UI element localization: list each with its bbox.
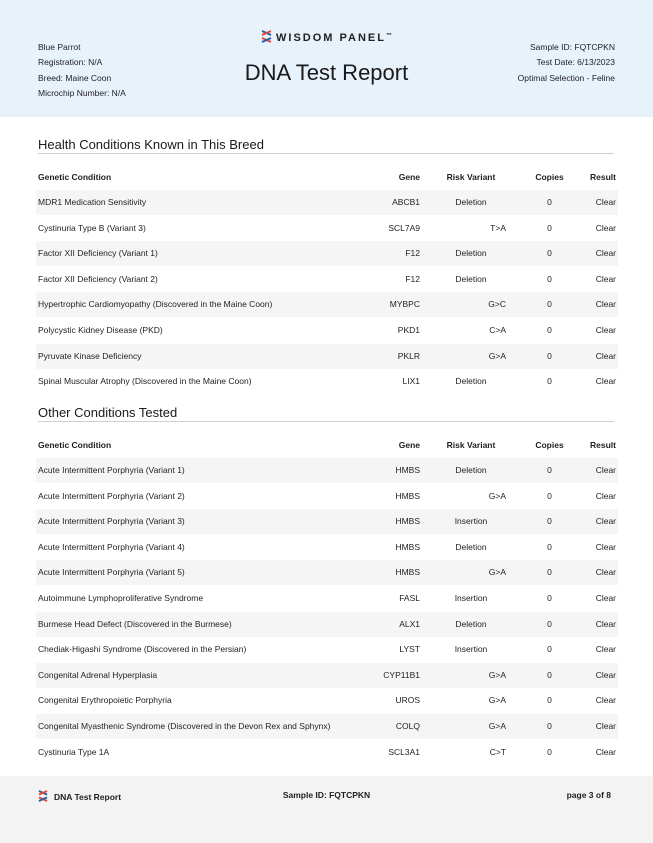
column-header-result: Result [590,440,616,450]
copies-cell: 0 [547,567,552,578]
registration: Registration: N/A [38,57,103,68]
pet-name: Blue Parrot [38,42,81,52]
table-row [36,560,618,585]
column-header-gene: Gene [398,172,420,182]
table-row [36,714,618,739]
risk-variant-cell: Deletion [455,197,487,207]
gene-cell: HMBS [395,541,420,552]
copies-cell: 0 [547,644,552,655]
result-cell: Clear [595,465,616,475]
microchip-number: Microchip Number: N/A [38,87,126,98]
copies-cell: 0 [547,325,552,335]
gene-cell: UROS [395,695,420,706]
risk-variant-cell: Deletion [455,248,487,259]
risk-variant-cell: C>A [489,325,506,335]
condition-cell: Polycystic Kidney Disease (PKD) [38,325,163,335]
risk-variant-cell: G>A [488,490,506,501]
table-row [36,292,618,317]
table-row [36,190,618,215]
breed: Breed: Maine Coon [38,72,112,83]
table-row [36,458,618,483]
risk-variant-cell: Deletion [455,273,487,284]
table-row [36,535,618,560]
gene-cell: HMBS [395,465,420,475]
risk-variant-cell: C>T [489,746,506,757]
risk-variant-cell: G>C [488,299,506,310]
column-header-result: Result [590,172,616,182]
copies-cell: 0 [547,350,552,361]
sample-id: Sample ID: FQTCPKN [529,42,615,52]
risk-variant-cell: Insertion [454,593,488,603]
result-cell: Clear [595,541,616,552]
table-row [36,740,618,765]
risk-variant-cell: G>A [488,567,506,578]
result-cell: Clear [595,376,616,387]
copies-cell: 0 [547,669,552,680]
condition-cell: Pyruvate Kinase Deficiency [38,350,142,361]
section-title-breed-conditions: Health Conditions Known in This Breed [38,137,264,152]
copies-cell: 0 [547,222,552,233]
result-cell: Clear [595,695,616,706]
condition-cell: MDR1 Medication Sensitivity [38,197,147,207]
section-divider [38,153,614,154]
gene-cell: HMBS [395,516,420,527]
sample-info [518,40,615,86]
result-cell: Clear [595,618,616,629]
gene-cell: LIX1 [402,376,420,387]
gene-cell: COLQ [395,721,420,731]
result-cell: Clear [595,197,616,207]
condition-cell: Chediak-Higashi Syndrome (Discovered in the Persian) [38,644,247,655]
gene-cell: LYST [399,644,420,655]
result-cell: Clear [595,248,616,259]
table-row [36,586,618,611]
condition-cell: Hypertrophic Cardiomyopathy (Discovered in the Maine Coon) [38,299,273,310]
table-row [36,612,618,637]
condition-cell: Acute Intermittent Porphyria (Variant 3) [38,516,185,527]
copies-cell: 0 [547,197,552,207]
copies-cell: 0 [547,299,552,310]
result-cell: Clear [595,490,616,501]
copies-cell: 0 [547,593,552,603]
column-header-copies: Copies [535,440,564,450]
copies-cell: 0 [547,465,552,475]
condition-cell: Autoimmune Lymphoproliferative Syndrome [38,593,204,603]
risk-variant-cell: Deletion [455,541,487,552]
condition-cell: Acute Intermittent Porphyria (Variant 4) [38,541,185,552]
column-header-risk: Risk Variant [446,172,496,182]
copies-cell: 0 [547,376,552,387]
risk-variant-cell: T>A [490,222,506,233]
column-header-condition: Genetic Condition [38,440,112,450]
section-divider [38,421,614,422]
result-cell: Clear [595,516,616,527]
copies-cell: 0 [547,721,552,731]
brand-name: WISDOM PANEL [276,32,386,44]
table-row [36,241,618,266]
copies-cell: 0 [547,516,552,527]
result-cell: Clear [595,567,616,578]
gene-cell: F12 [405,273,420,284]
risk-variant-cell: Insertion [454,644,488,655]
risk-variant-cell: G>A [488,695,506,706]
condition-cell: Acute Intermittent Porphyria (Variant 1) [38,465,185,475]
table-row [36,663,618,688]
risk-variant-cell: G>A [488,721,506,731]
result-cell: Clear [595,325,616,335]
trademark: ™ [385,33,392,39]
condition-cell: Congenital Erythropoietic Porphyria [38,695,172,706]
table-row [36,267,618,292]
risk-variant-cell: G>A [488,669,506,680]
gene-cell: ABCB1 [392,197,420,207]
result-cell: Clear [595,644,616,655]
result-cell: Clear [595,669,616,680]
gene-cell: PKD1 [397,325,420,335]
table-row [36,688,618,713]
footer-title: DNA Test Report [54,792,122,802]
result-cell: Clear [595,299,616,310]
copies-cell: 0 [547,746,552,757]
condition-cell: Spinal Muscular Atrophy (Discovered in the Maine Coon) [38,376,252,387]
condition-cell: Congenital Adrenal Hyperplasia [38,669,158,680]
table-row [36,318,618,343]
section-title-other-conditions: Other Conditions Tested [38,405,178,420]
condition-cell: Factor XII Deficiency (Variant 2) [38,273,158,284]
risk-variant-cell: Deletion [455,618,487,629]
table-row [36,637,618,662]
table-row [36,484,618,509]
result-cell: Clear [595,350,616,361]
condition-cell: Burmese Head Defect (Discovered in the Burmese) [38,618,232,629]
copies-cell: 0 [547,695,552,706]
column-header-gene: Gene [398,440,420,450]
condition-cell: Factor XII Deficiency (Variant 1) [38,248,158,259]
result-cell: Clear [595,746,616,757]
condition-cell: Cystinuria Type B (Variant 3) [38,222,146,233]
report-header [0,0,653,117]
gene-cell: ALX1 [399,618,420,629]
condition-cell: Cystinuria Type 1A [38,746,110,757]
result-cell: Clear [595,222,616,233]
page-footer [0,776,653,843]
gene-cell: SCL3A1 [388,746,420,757]
page-title: DNA Test Report [244,60,409,85]
column-header-risk: Risk Variant [446,440,496,450]
product-name: Optimal Selection - Feline [517,72,615,83]
gene-cell: SCL7A9 [388,222,420,233]
gene-cell: CYP11B1 [383,669,420,680]
test-date: Test Date: 6/13/2023 [536,57,615,68]
column-header-condition: Genetic Condition [38,172,112,182]
gene-cell: HMBS [395,567,420,578]
gene-cell: MYBPC [389,299,420,310]
gene-cell: HMBS [395,490,420,501]
condition-cell: Congenital Myasthenic Syndrome (Discovered in the Devon Rex and Sphynx) [38,721,331,731]
gene-cell: F12 [405,248,420,259]
result-cell: Clear [595,721,616,731]
risk-variant-cell: Insertion [454,516,488,527]
column-header-copies: Copies [535,172,564,182]
copies-cell: 0 [547,273,552,284]
result-cell: Clear [595,273,616,284]
page-number: page 3 of 8 [566,790,611,800]
risk-variant-cell: Deletion [455,376,487,387]
gene-cell: PKLR [397,350,420,361]
copies-cell: 0 [547,618,552,629]
copies-cell: 0 [547,541,552,552]
wisdom-panel-logo-icon [261,30,272,43]
risk-variant-cell: Deletion [455,465,487,475]
copies-cell: 0 [547,248,552,259]
condition-cell: Acute Intermittent Porphyria (Variant 5) [38,567,185,578]
risk-variant-cell: G>A [488,350,506,361]
table-row [36,369,618,394]
table-row [36,344,618,369]
footer-sample-id: Sample ID: FQTCPKN [282,790,371,800]
table-row [36,216,618,241]
condition-cell: Acute Intermittent Porphyria (Variant 2) [38,490,185,501]
gene-cell: FASL [399,593,420,603]
copies-cell: 0 [547,490,552,501]
result-cell: Clear [595,593,616,603]
table-row [36,509,618,534]
